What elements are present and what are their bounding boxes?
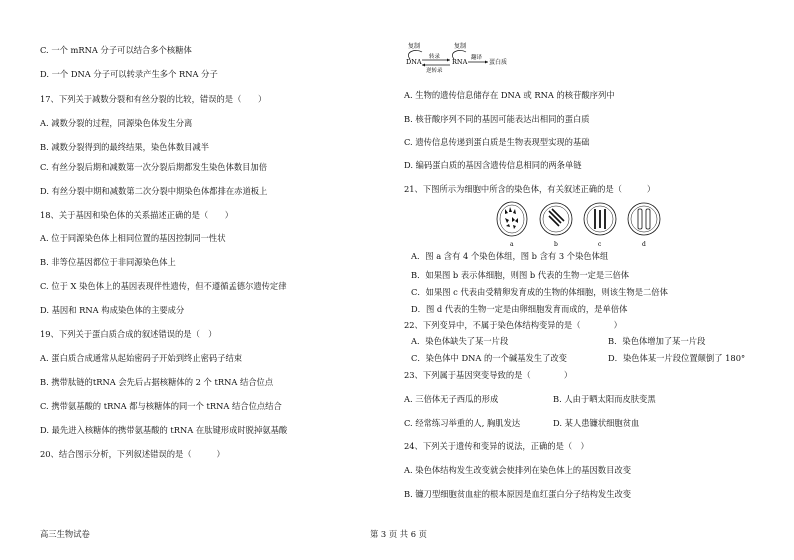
question-line-r20: 24、下列关于遗传和变异的说法，正确的是（ ）: [404, 441, 589, 451]
question-line-r16: A. 三倍体无子西瓜的形成: [404, 394, 499, 404]
question-line-r5: 21、下图所示为细胞中所含的染色体，有关叙述正确的是（ ）: [404, 184, 656, 194]
question-line-r18: C. 经常练习举重的人, 胸肌发达: [404, 418, 521, 428]
question-line-l11: C. 位于 X 染色体上的基因表现伴性遗传，但不遵循孟德尔遗传定律: [40, 281, 287, 291]
cell-a-label: a: [510, 241, 514, 248]
cell-d-label: d: [642, 241, 646, 248]
question-line-r8: C．如果图 c 代表由受精卵发育成的生物的体细胞，则该生物是二倍体: [411, 287, 668, 297]
central-dogma-diagram: [402, 40, 512, 78]
question-line-l18: 20、结合图示分析，下列叙述错误的是（ ）: [40, 449, 225, 459]
question-line-l12: D. 基因和 RNA 构成染色体的主要成分: [40, 305, 185, 315]
question-line-r19: D. 某人患镰状细胞贫血: [553, 418, 640, 428]
question-line-r14: D．染色体某一片段位置颠倒了 180°: [608, 353, 746, 363]
question-line-r1: A. 生物的遗传信息储存在 DNA 或 RNA 的核苷酸序列中: [404, 90, 615, 100]
question-line-l14: A. 蛋白质合成通常从起始密码子开始到终止密码子结束: [40, 353, 243, 363]
cell-b-label: b: [554, 241, 558, 248]
question-line-l9: A. 位于同源染色体上相同位置的基因控制同一性状: [40, 233, 226, 243]
rna-node: RNA: [452, 58, 468, 66]
question-line-r13: C．染色体中 DNA 的一个碱基发生了改变: [411, 353, 567, 363]
footer-page-number: 第 3 页 共 6 页: [370, 529, 427, 539]
protein-node: 蛋白质: [489, 59, 508, 66]
cell-d: [628, 203, 660, 248]
question-line-r11: A．染色体缺失了某一片段: [411, 336, 509, 346]
question-line-l16: C. 携带氨基酸的 tRNA 都与核糖体的同一个 tRNA 结合位点结合: [40, 401, 282, 411]
dna-replication-label: 复制: [408, 43, 421, 50]
question-line-l17: D. 最先进入核糖体的携带氨基酸的 tRNA 在肽键形成时脱掉氨基酸: [40, 425, 288, 435]
question-line-l8: 18、关于基因和染色体的关系描述正确的是（ ）: [40, 210, 234, 220]
question-line-l10: B. 非等位基因都位于非同源染色体上: [40, 257, 176, 267]
question-line-r21: A. 染色体结构发生改变就会使排列在染色体上的基因数目改变: [404, 465, 631, 475]
question-line-r17: B. 人由于晒太阳而皮肤变黑: [553, 394, 656, 404]
question-line-l6: C. 有丝分裂后期和减数第一次分裂后期都发生染色体数目加倍: [40, 162, 268, 172]
cell-b: [540, 203, 572, 248]
transcription-label: 转录: [429, 54, 441, 60]
cell-a: [497, 202, 527, 248]
question-line-l4: A. 减数分裂的过程，同源染色体发生分离: [40, 118, 193, 128]
question-line-r22: B. 镰刀型细胞贫血症的根本原因是血红蛋白分子结构发生改变: [404, 489, 632, 499]
translation-label: 翻译: [471, 55, 483, 61]
dna-node: DNA: [406, 58, 422, 66]
chromosome-cells-diagram: [494, 198, 664, 250]
question-line-r12: B．染色体增加了某一片段: [608, 336, 706, 346]
question-line-l1: C. 一个 mRNA 分子可以结合多个核糖体: [40, 45, 192, 55]
question-line-r3: C. 遗传信息传递到蛋白质是生物表现型实现的基础: [404, 137, 590, 147]
question-line-r6: A．图 a 含有 4 个染色体组，图 b 含有 3 个染色体组: [411, 251, 609, 261]
cell-c: [584, 203, 616, 248]
question-line-r7: B．如果图 b 表示体细胞，则图 b 代表的生物一定是三倍体: [411, 270, 630, 280]
question-line-r2: B. 核苷酸序列不同的基因可能表达出相同的蛋白质: [404, 114, 590, 124]
reverse-transcription-label: 逆转录: [426, 68, 443, 74]
question-line-l2: D. 一个 DNA 分子可以转录产生多个 RNA 分子: [40, 69, 218, 79]
question-line-r15: 23、下列属于基因突变导致的是（ ）: [404, 370, 573, 380]
rna-replication-label: 复制: [454, 43, 467, 50]
question-line-l7: D. 有丝分裂中期和减数第二次分裂中期染色体都排在赤道板上: [40, 186, 268, 196]
question-line-r9: D．图 d 代表的生物一定是由卵细胞发育而成的，是单倍体: [411, 304, 628, 314]
question-line-r10: 22、下列变异中，不属于染色体结构变异的是（ ）: [404, 320, 622, 330]
question-line-l5: B. 减数分裂得到的最终结果，染色体数目减半: [40, 142, 210, 152]
question-line-l15: B. 携带肽链的tRNA 会先后占据核糖体的 2 个 tRNA 结合位点: [40, 377, 274, 387]
question-line-l3: 17、下列关于减数分裂和有丝分裂的比较，错误的是（ ）: [40, 94, 267, 104]
question-line-l13: 19、下列关于蛋白质合成的叙述错误的是（ ）: [40, 329, 217, 339]
footer-left: 高三生物试卷: [40, 529, 90, 539]
cell-c-label: c: [598, 241, 602, 248]
question-line-r4: D. 编码蛋白质的基因含遗传信息相同的两条单链: [404, 160, 582, 170]
